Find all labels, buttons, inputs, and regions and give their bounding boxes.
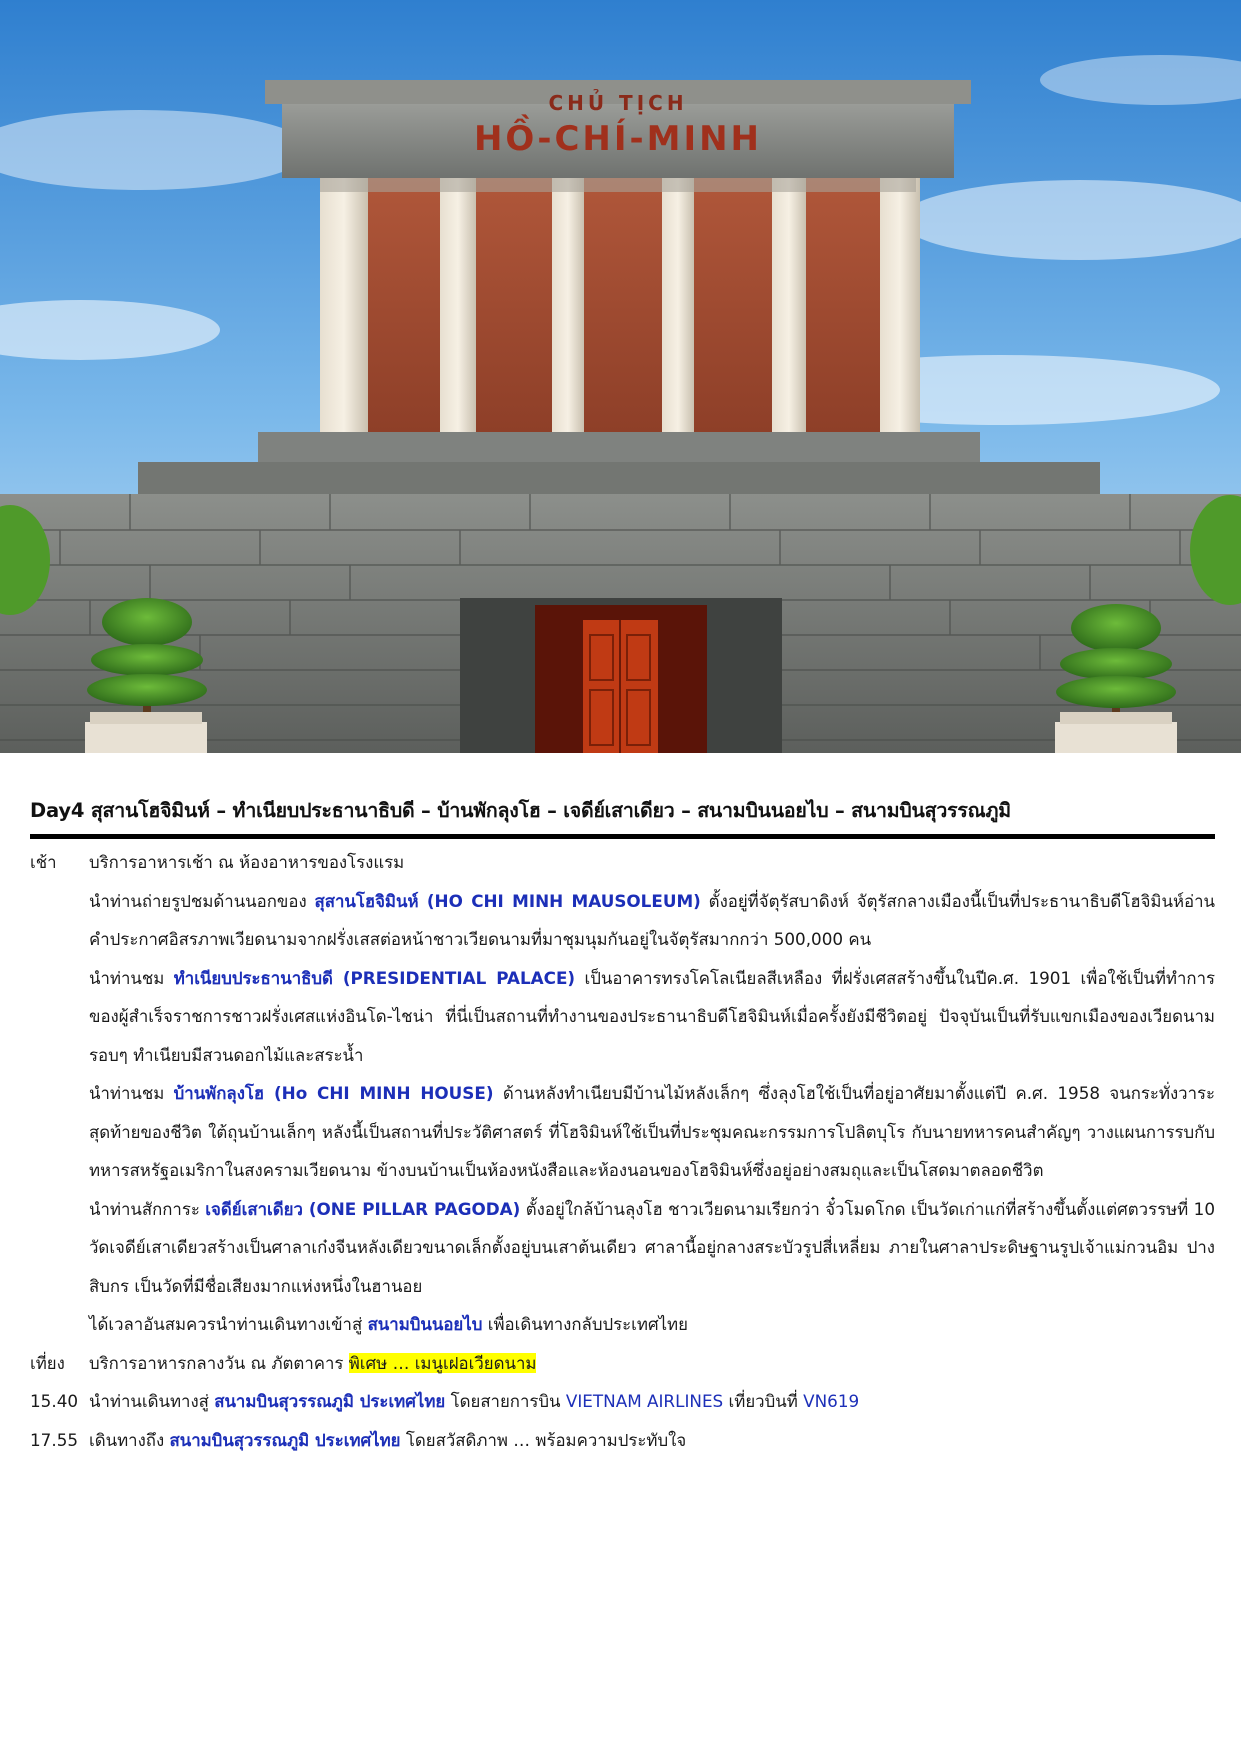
paragraph-house: นำท่านชม บ้านพักลุงโฮ (Ho CHI MINH HOUSE) ด้านหลังทำเนียบมีบ้านไม้หลังเล็กๆ ซึ่งลุงโฮใช้เป็นที่อยู่อาศัยมาตั้งแต่ปี ค.ศ. 1958 จนกระทั่งวาระสุดท้ายของชีวิต ใต้ถุนบ้านเล็กๆ หลังนี้เป็นสถานที่ประวัติศาสตร์ ที่โฮจิมินห์ใช้เป็นที่ประชุมคณะกรรมการโปลิตบุโร กับนายทหารคนสำคัญๆ วางแผนการรบกับทหารสหรัฐอเมริกาในสงครามเวียดนาม ข้างบนบ้านเป็นห้องหนังสือและห้องนอนของโฮจิมินห์ซึ่งอยู่อย่างสมถุและเป็นโสดมาตลอดชีวิต xyxy=(89,1083,1216,1180)
time-label: เช้า xyxy=(30,852,57,872)
paragraph-pagoda: นำท่านสักการะ เจดีย์เสาเดียว (ONE PILLAR PAGODA) ตั้งอยู่ใกล้บ้านลุงโฮ ชาวเวียดนามเรียกว่า จั๋วโมดโกด เป็นวัดเก่าแก่ที่สร้างขึ้นตั้งแต่ศตวรรษที่ 10 วัดเจดีย์เสาเดียวสร้างเป็นศาลาเก๋งจีนหลังเดียวขนาดเล็กตั้งอยู่บนเสาต้นเดียว ศาลานี้อยู่กลางสระบัวรูปสี่เหลี่ยม ภายในศาลาประดิษฐานรูปเจ้าแม่กวนอิม ปางสิบกร เป็นวัดที่มีชื่อเสียงมากแห่งหนึ่งในฮานอย xyxy=(89,1198,1215,1296)
sign-line2: HỒ-CHÍ-MINH xyxy=(473,119,763,159)
time-label: เที่ยง xyxy=(30,1352,65,1373)
meal-row-lunch: เที่ยง บริการอาหารกลางวัน ณ ภัตตาคาร พิเศษ … เมนูเฝอเวียดนาม xyxy=(30,1344,1215,1383)
place-highlight: ทำเนียบประธานาธิบดี (PRESIDENTIAL PALACE) xyxy=(173,967,576,988)
paragraph-airport: ได้เวลาอันสมควรนำท่านเดินทางเข้าสู่ สนามบินนอยไบ เพื่อเดินทางกลับประเทศไทย xyxy=(89,1314,688,1334)
time-label: 15.40 xyxy=(30,1391,79,1411)
arrival-row: 17.55 เดินทางถึง สนามบินสุวรรณภูมิ ประเทศไทย โดยสวัสดิภาพ … พร้อมความประทับใจ xyxy=(30,1421,1215,1460)
meal-text: บริการอาหารเช้า ณ ห้องอาหารของโรงแรม xyxy=(89,852,405,872)
paragraph-mausoleum: นำท่านถ่ายรูปชมด้านนอกของ สุสานโฮจิมินห์ (HO CHI MINH MAUSOLEUM) ตั้งอยู่ที่จัตุรัสบาดิงห์ จัตุรัสกลางเมืองนี้เป็นที่ประธานาธิบดีโฮจิมินห์อ่านคำประกาศอิสรภาพเวียดนามจากฝรั่งเสสต่อหน้าชาวเวียดนามที่มาชุมนุมกันอยู่ในจัตุรัสมากกว่า 500,000 คน xyxy=(89,890,1215,949)
place-highlight: สนามบินสุวรรณภูมิ ประเทศไทย xyxy=(169,1429,401,1450)
meal-row-morning xyxy=(30,843,1215,882)
place-highlight: สนามบินสุวรรณภูมิ ประเทศไทย xyxy=(214,1391,446,1411)
special-menu-highlight: พิเศษ … เมนูเฝอเวียดนาม xyxy=(348,1352,537,1373)
paragraph-palace: นำท่านชม ทำเนียบประธานาธิบดี (PRESIDENTIAL PALACE) เป็นอาคารทรงโคโลเนียลสีเหลือง ที่ฝรั่งเศสสร้างขึ้นในปีค.ศ. 1901 เพื่อใช้เป็นที่ทำการของผู้สำเร็จราชการชาวฝรั่งเศสแห่งอินโด-ไชน่า ที่นี่เป็นสถานที่ทำงานของประธานาธิบดีโฮจิมินห์เมื่อครั้งยังมีชีวิตอยู่ ปัจจุบันเป็นที่รับแขกเมืองของเวียดนาม รอบๆ ทำเนียบมีสวนดอกไม้และสระน้ำ xyxy=(89,967,1216,1065)
place-highlight: เจดีย์เสาเดียว (ONE PILLAR PAGODA) xyxy=(205,1198,521,1219)
airline-name: VIETNAM AIRLINES xyxy=(565,1391,724,1411)
time-label: 17.55 xyxy=(30,1429,79,1450)
sign-line1: CHỦ TỊCH xyxy=(548,91,688,115)
departure-row: 15.40 นำท่านเดินทางสู่ สนามบินสุวรรณภูมิ ประเทศไทย โดยสายการบิน VIETNAM AIRLINES เที่ยวบินที่ VN619 xyxy=(30,1382,1215,1421)
hero-photo xyxy=(0,0,1241,753)
title-rule xyxy=(30,834,1215,839)
place-highlight: สนามบินนอยไบ xyxy=(367,1314,483,1334)
day-title: Day4 สุสานโฮจิมินห์ – ทำเนียบประธานาธิบดี – บ้านพักลุงโฮ – เจดีย์เสาเดียว – สนามบินนอยไบ – สนามบินสุวรรณภูมิ xyxy=(30,799,1011,822)
flight-number: VN619 xyxy=(803,1391,860,1411)
place-highlight: สุสานโฮจิมินห์ (HO CHI MINH MAUSOLEUM) xyxy=(314,890,701,911)
place-highlight: บ้านพักลุงโฮ (Ho CHI MINH HOUSE) xyxy=(173,1083,494,1103)
itinerary-day4 xyxy=(30,795,1215,1459)
